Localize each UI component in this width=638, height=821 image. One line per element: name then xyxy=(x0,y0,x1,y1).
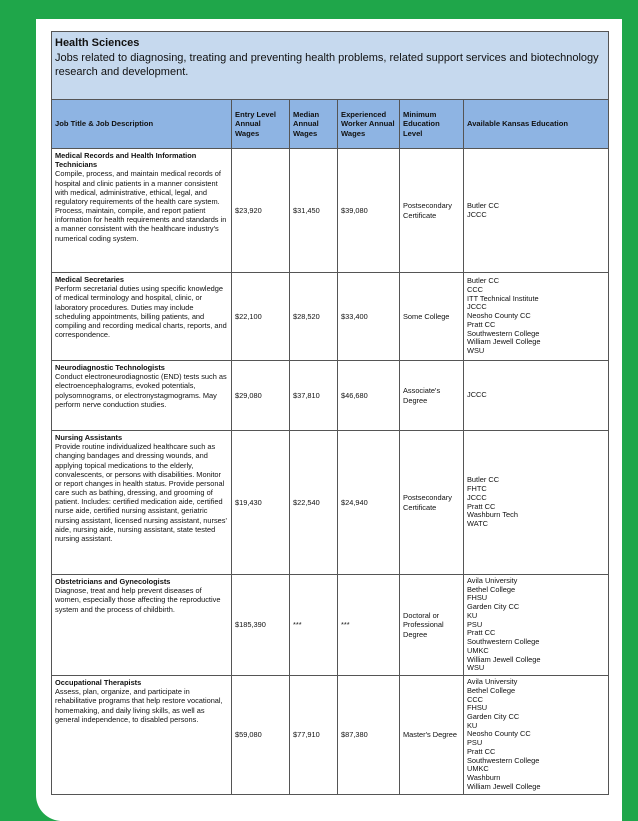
school-name: UMKC xyxy=(467,645,489,655)
school-name: Pratt CC xyxy=(467,319,496,329)
section-banner xyxy=(52,32,609,100)
school-name: Southwestern College xyxy=(467,755,540,765)
school-name: UMKC xyxy=(467,764,489,774)
school-name: Pratt CC xyxy=(467,746,496,756)
job-title: Medical Secretaries xyxy=(55,275,125,284)
school-name: Butler CC xyxy=(467,475,500,485)
school-name: Pratt CC xyxy=(467,628,496,638)
education-level-cell: Doctoral or Professional Degree xyxy=(400,575,464,676)
school-name: ITT Technical Institute xyxy=(467,293,539,303)
section-description: Jobs related to diagnosing, treating and preventing health problems, related support services and biotechnology research and development. xyxy=(55,51,599,79)
column-header-experienced-wages: Experienced Worker Annual Wages xyxy=(338,100,400,149)
school-name: Pratt CC xyxy=(467,501,496,511)
kansas-education-cell xyxy=(464,149,609,273)
school-name: PSU xyxy=(467,738,483,748)
column-header-kansas-education: Available Kansas Education xyxy=(464,100,609,149)
job-description: Diagnose, treat and help prevent diseases of women, especially those affecting the reproductive system and the process of childbirth. xyxy=(55,586,221,614)
school-name: PSU xyxy=(467,619,483,629)
job-title: Neurodiagnostic Technologists xyxy=(55,363,165,372)
education-level-cell: Some College xyxy=(400,273,464,361)
entry-wage-cell: $23,920 xyxy=(232,149,290,273)
column-header-median-wages: Median Annual Wages xyxy=(290,100,338,149)
entry-wage-cell: $22,100 xyxy=(232,273,290,361)
experienced-wage-cell: $39,080 xyxy=(338,149,400,273)
education-level-cell: Master's Degree xyxy=(400,676,464,795)
education-level-cell: Postsecondary Certificate xyxy=(400,149,464,273)
column-header-education-level: Minimum Education Level xyxy=(400,100,464,149)
school-name: Garden City CC xyxy=(467,712,520,722)
right-green-border xyxy=(622,0,638,821)
left-green-border xyxy=(0,0,36,821)
job-cell xyxy=(52,149,232,273)
table-row xyxy=(52,431,609,575)
job-cell xyxy=(52,676,232,795)
kansas-education-cell xyxy=(464,676,609,795)
kansas-education-cell xyxy=(464,361,609,431)
school-name: FHTC xyxy=(467,484,487,494)
school-name: William Jewell College xyxy=(467,654,541,664)
school-name: Garden City CC xyxy=(467,602,520,612)
median-wage-cell: *** xyxy=(290,575,338,676)
school-name: William Jewell College xyxy=(467,781,541,791)
section-title: Health Sciences xyxy=(55,37,140,49)
entry-wage-cell: $59,080 xyxy=(232,676,290,795)
school-name: Avila University xyxy=(467,677,518,687)
school-name: CCC xyxy=(467,694,484,704)
job-cell xyxy=(52,431,232,575)
entry-wage-cell: $29,080 xyxy=(232,361,290,431)
school-name: KU xyxy=(467,610,478,620)
school-name: Southwestern College xyxy=(467,328,540,338)
school-name: JCCC xyxy=(467,492,487,502)
experienced-wage-cell: $46,680 xyxy=(338,361,400,431)
entry-wage-cell: $185,390 xyxy=(232,575,290,676)
job-title: Medical Records and Health Information Technicians xyxy=(55,151,197,170)
kansas-education-cell xyxy=(464,575,609,676)
school-name: JCCC xyxy=(467,302,487,312)
median-wage-cell: $28,520 xyxy=(290,273,338,361)
job-title: Obstetricians and Gynecologists xyxy=(55,577,171,586)
table-row xyxy=(52,676,609,795)
school-name: Avila University xyxy=(467,576,518,585)
school-name: FHSU xyxy=(467,703,488,713)
school-name: Butler CC xyxy=(467,276,500,286)
median-wage-cell: $22,540 xyxy=(290,431,338,575)
school-name: Washburn xyxy=(467,773,501,783)
school-name: WATC xyxy=(467,518,488,528)
experienced-wage-cell: $33,400 xyxy=(338,273,400,361)
school-name: Bethel College xyxy=(467,584,516,594)
page xyxy=(36,19,622,821)
job-cell xyxy=(52,273,232,361)
school-name: Neosho County CC xyxy=(467,311,531,321)
school-name: Washburn Tech xyxy=(467,510,518,520)
school-name: William Jewell College xyxy=(467,337,541,347)
median-wage-cell: $37,810 xyxy=(290,361,338,431)
job-title: Occupational Therapists xyxy=(55,678,142,688)
column-header-entry-wages: Entry Level Annual Wages xyxy=(232,100,290,149)
school-name: Bethel College xyxy=(467,685,516,695)
education-level-cell: Associate's Degree xyxy=(400,361,464,431)
school-name: Southwestern College xyxy=(467,637,540,647)
school-name: KU xyxy=(467,720,478,730)
job-description: Assess, plan, organize, and participate in rehabilitative programs that help restore vocational, homemaking, and daily living skills, as well as general independence, to disabled persons. xyxy=(55,687,223,724)
school-name: WSU xyxy=(467,346,485,356)
kansas-education-cell xyxy=(464,431,609,575)
experienced-wage-cell: $87,380 xyxy=(338,676,400,795)
entry-wage-cell: $19,430 xyxy=(232,431,290,575)
job-title: Nursing Assistants xyxy=(55,433,123,442)
median-wage-cell: $77,910 xyxy=(290,676,338,795)
school-name: CCC xyxy=(467,284,484,294)
job-cell xyxy=(52,361,232,431)
job-description: Conduct electroneurodiagnostic (END) tests such as electroencephalograms, evoked potentials, polysomnograms, or electronystagmograms. May perform nerve conduction studies. xyxy=(55,372,227,409)
experienced-wage-cell: *** xyxy=(338,575,400,676)
careers-table xyxy=(51,31,609,795)
job-cell xyxy=(52,575,232,676)
table-row xyxy=(52,575,609,676)
table-row xyxy=(52,149,609,273)
table-header-row xyxy=(52,100,609,149)
school-name: Butler CC xyxy=(467,200,500,210)
job-description: Compile, process, and maintain medical records of hospital and clinic patients in a manner consistent with medical, administrative, ethical, legal, and regulatory requirements of the health care system. Process, maintain, compile, and report patient information for health requirements and standards in a manner consistent with the healthcare industry's numerical coding system. xyxy=(55,169,227,243)
table-row xyxy=(52,361,609,431)
school-name: JCCC xyxy=(467,390,487,400)
job-description: Perform secretarial duties using specific knowledge of medical terminology and hospital, clinic, or laboratory procedures. Duties may include scheduling appointments, billing patients, and compiling and recording medical charts, reports, and correspondence. xyxy=(55,284,227,340)
education-level-cell: Postsecondary Certificate xyxy=(400,431,464,575)
experienced-wage-cell: $24,940 xyxy=(338,431,400,575)
school-name: WSU xyxy=(467,663,485,673)
kansas-education-cell xyxy=(464,273,609,361)
job-description: Provide routine individualized healthcare such as changing bandages and dressing wounds, and applying topical medications to the elderly, convalescents, or persons with disabilities. Monitor or report changes in health status. Provide personal care such as bathing, dressing, and grooming of patient. Includes: certified medication aide, certified nurse aide, certified nursing assistant, geriatric nursing assistant, licensed nursing assistant, nurses' aide, nursing aide, nursing assistant, state tested nursing assistant. xyxy=(55,442,227,543)
column-header-job: Job Title & Job Description xyxy=(52,100,232,149)
median-wage-cell: $31,450 xyxy=(290,149,338,273)
top-green-border xyxy=(0,0,638,19)
school-name: Neosho County CC xyxy=(467,729,531,739)
table-row xyxy=(52,273,609,361)
school-name: FHSU xyxy=(467,593,488,603)
school-name: JCCC xyxy=(467,209,487,219)
